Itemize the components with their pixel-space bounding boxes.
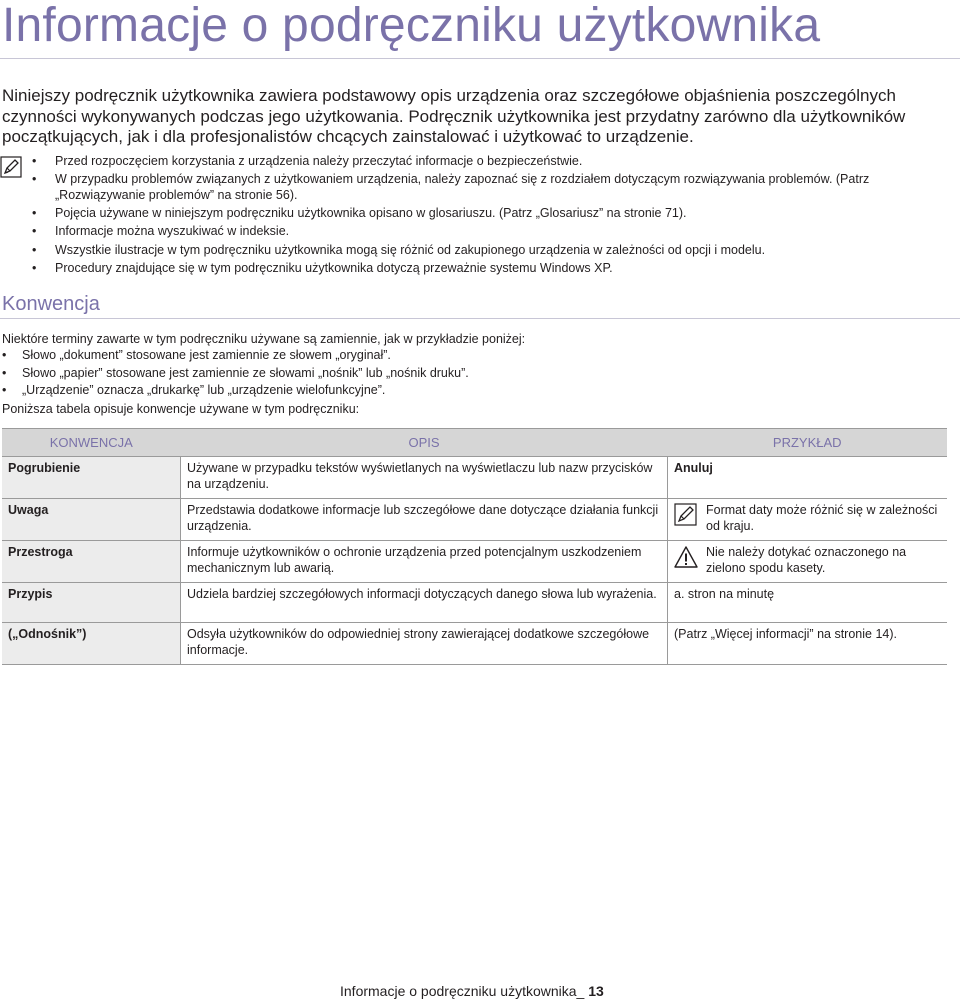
warning-icon <box>674 545 698 569</box>
note-item: • Pojęcia używane w niniejszym podręczniku użytkownika opisano w glosariuszu. (Patrz „Glosariusz” na stronie 71). <box>32 206 952 222</box>
column-header-example: PRZYKŁAD <box>668 429 948 457</box>
title-divider <box>0 58 960 59</box>
example-text: Format daty może różnić się w zależności od kraju. <box>706 503 938 533</box>
term-cell: Pogrubienie <box>2 457 181 499</box>
table-row <box>2 583 947 623</box>
page-number: 13 <box>588 983 604 999</box>
note-item: • Informacje można wyszukiwać w indeksie. <box>32 224 952 240</box>
page-title: Informacje o podręczniku użytkownika <box>2 0 821 52</box>
description-cell: Informuje użytkowników o ochronie urządzenia przed potencjalnym uszkodzeniem mechanicznym lub awarią. <box>181 541 668 583</box>
description-cell: Przedstawia dodatkowe informacje lub szczegółowe dane dotyczące działania funkcji urządzenia. <box>181 499 668 541</box>
convention-intro: Niektóre terminy zawarte w tym podręczniku używane są zamiennie, jak w przykładzie poniżej: <box>2 332 526 346</box>
convention-item: • „Urządzenie” oznacza „drukarkę” lub „urządzenie wielofunkcyjne”. <box>2 382 469 400</box>
description-cell: Udziela bardziej szczegółowych informacji dotyczących danego słowa lub wyrażenia. <box>181 583 668 623</box>
section-divider <box>0 318 960 319</box>
term-cell: Uwaga <box>2 499 181 541</box>
table-row <box>2 457 947 499</box>
note-icon <box>674 503 698 527</box>
page-footer <box>340 983 604 999</box>
table-intro: Poniższa tabela opisuje konwencje używane w tym podręczniku: <box>2 402 360 416</box>
table-header-row <box>2 429 947 457</box>
convention-item: • Słowo „papier” stosowane jest zamiennie ze słowami „nośnik” lub „nośnik druku”. <box>2 365 469 383</box>
section-title: Konwencja <box>2 293 100 315</box>
description-cell: Odsyła użytkowników do odpowiedniej strony zawierającej dodatkowe szczegółowe informacje. <box>181 623 668 665</box>
note-icon <box>0 156 22 178</box>
example-text: Nie należy dotykać oznaczonego na zielono spodu kasety. <box>706 545 907 575</box>
column-header-convention: KONWENCJA <box>2 429 181 457</box>
term-cell: Przypis <box>2 583 181 623</box>
column-header-description: OPIS <box>181 429 668 457</box>
example-cell: Anuluj <box>668 457 948 499</box>
note-item: • W przypadku problemów związanych z użytkowaniem urządzenia, należy zapoznać się z rozdziałem dotyczącym rozwiązywania problemów. (Patrz „Rozwiązywanie problemów” na stronie 56). <box>32 172 952 203</box>
example-cell: (Patrz „Więcej informacji” na stronie 14). <box>668 623 948 665</box>
footer-title: Informacje o podręczniku użytkownika_ <box>340 983 589 999</box>
notes-list <box>32 154 952 279</box>
table-row <box>2 623 947 665</box>
intro-paragraph: Niniejszy podręcznik użytkownika zawiera podstawowy opis urządzenia oraz szczegółowe objaśnienia poszczególnych czynności wykonywanych podczas jego użytkowania. Podręcznik użytkownika jest przydatny zarówno dla użytkowników początkujących, jak i dla profesjonalistów chcących zainstalować i użytkować to urządzenie. <box>2 86 906 146</box>
convention-table <box>2 428 947 665</box>
note-item: • Wszystkie ilustracje w tym podręczniku użytkownika mogą się różnić od zakupionego urządzenia w zależności od opcji i modelu. <box>32 243 952 259</box>
note-item: • Procedury znajdujące się w tym podręczniku użytkownika dotyczą przeważnie systemu Windows XP. <box>32 261 952 277</box>
convention-item: • Słowo „dokument” stosowane jest zamiennie ze słowem „oryginał”. <box>2 347 469 365</box>
note-item: • Przed rozpoczęciem korzystania z urządzenia należy przeczytać informacje o bezpieczeństwie. <box>32 154 952 170</box>
term-cell: Przestroga <box>2 541 181 583</box>
term-cell: („Odnośnik”) <box>2 623 181 665</box>
example-cell: a. stron na minutę <box>668 583 948 623</box>
description-cell: Używane w przypadku tekstów wyświetlanych na wyświetlaczu lub nazw przycisków na urządzeniu. <box>181 457 668 499</box>
table-row <box>2 541 947 583</box>
convention-list <box>2 347 469 400</box>
table-row <box>2 499 947 541</box>
example-cell <box>668 499 948 541</box>
example-cell <box>668 541 948 583</box>
